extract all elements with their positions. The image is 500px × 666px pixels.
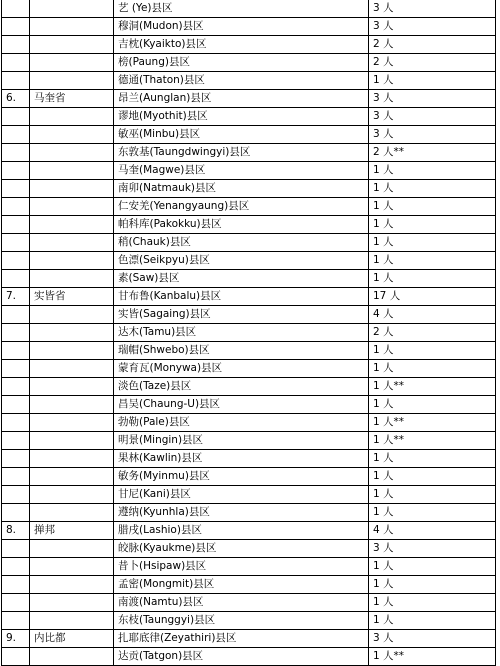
count-cell: 2 人 bbox=[369, 324, 496, 342]
district-cell: 瑞帽(Shwebo)县区 bbox=[114, 342, 369, 360]
count-cell: 3 人 bbox=[369, 90, 496, 108]
table-row bbox=[2, 630, 496, 648]
state-cell bbox=[30, 450, 114, 468]
count-cell: 1 人 bbox=[369, 396, 496, 414]
table-row bbox=[2, 72, 496, 90]
table-row bbox=[2, 144, 496, 162]
count-cell: 4 人 bbox=[369, 306, 496, 324]
state-cell bbox=[30, 612, 114, 630]
table-row bbox=[2, 126, 496, 144]
district-cell: 素(Saw)县区 bbox=[114, 270, 369, 288]
table-row bbox=[2, 270, 496, 288]
count-cell: 1 人 bbox=[369, 234, 496, 252]
count-cell: 1 人 bbox=[369, 504, 496, 522]
row-number-cell bbox=[2, 234, 30, 252]
row-number-cell bbox=[2, 360, 30, 378]
count-cell: 1 人 bbox=[369, 612, 496, 630]
row-number-cell: 9. bbox=[2, 630, 30, 648]
table-row bbox=[2, 162, 496, 180]
district-cell: 谬地(Myothit)县区 bbox=[114, 108, 369, 126]
table-row bbox=[2, 414, 496, 432]
district-cell: 甘布鲁(Kanbalu)县区 bbox=[114, 288, 369, 306]
state-cell bbox=[30, 108, 114, 126]
count-cell: 1 人 bbox=[369, 558, 496, 576]
district-cell: 达贡(Tatgon)县区 bbox=[114, 648, 369, 666]
state-cell: 马奎省 bbox=[30, 90, 114, 108]
district-cell: 帕科库(Pakokku)县区 bbox=[114, 216, 369, 234]
district-cell: 吉枕(Kyaikto)县区 bbox=[114, 36, 369, 54]
state-cell: 内比都 bbox=[30, 630, 114, 648]
state-cell bbox=[30, 396, 114, 414]
table-row bbox=[2, 450, 496, 468]
table-row bbox=[2, 522, 496, 540]
row-number-cell bbox=[2, 432, 30, 450]
row-number-cell bbox=[2, 144, 30, 162]
district-cell: 敏巫(Minbu)县区 bbox=[114, 126, 369, 144]
count-cell: 1 人 bbox=[369, 450, 496, 468]
row-number-cell bbox=[2, 648, 30, 666]
state-cell bbox=[30, 198, 114, 216]
district-cell: 榜(Paung)县区 bbox=[114, 54, 369, 72]
count-cell: 1 人 bbox=[369, 360, 496, 378]
row-number-cell bbox=[2, 306, 30, 324]
count-cell: 1 人 bbox=[369, 594, 496, 612]
row-number-cell bbox=[2, 612, 30, 630]
state-cell bbox=[30, 432, 114, 450]
state-cell bbox=[30, 414, 114, 432]
table-row bbox=[2, 540, 496, 558]
district-cell: 东枝(Taunggyi)县区 bbox=[114, 612, 369, 630]
table-row bbox=[2, 432, 496, 450]
state-cell bbox=[30, 378, 114, 396]
district-cell: 达木(Tamu)县区 bbox=[114, 324, 369, 342]
table-row bbox=[2, 90, 496, 108]
state-cell bbox=[30, 0, 114, 18]
row-number-cell bbox=[2, 162, 30, 180]
row-number-cell: 7. bbox=[2, 288, 30, 306]
state-cell bbox=[30, 234, 114, 252]
count-cell: 1 人 bbox=[369, 180, 496, 198]
state-cell bbox=[30, 576, 114, 594]
row-number-cell bbox=[2, 468, 30, 486]
table-row bbox=[2, 378, 496, 396]
table-row bbox=[2, 18, 496, 36]
district-cell: 果林(Kawlin)县区 bbox=[114, 450, 369, 468]
count-cell: 1 人** bbox=[369, 378, 496, 396]
row-number-cell bbox=[2, 180, 30, 198]
row-number-cell bbox=[2, 54, 30, 72]
table-row bbox=[2, 216, 496, 234]
table-row bbox=[2, 558, 496, 576]
row-number-cell bbox=[2, 108, 30, 126]
table-row bbox=[2, 396, 496, 414]
state-cell bbox=[30, 162, 114, 180]
count-cell: 1 人 bbox=[369, 162, 496, 180]
state-cell bbox=[30, 54, 114, 72]
district-cell: 实皆(Sagaing)县区 bbox=[114, 306, 369, 324]
table-row bbox=[2, 576, 496, 594]
count-cell: 1 人 bbox=[369, 270, 496, 288]
district-cell: 腊戌(Lashio)县区 bbox=[114, 522, 369, 540]
count-cell: 3 人 bbox=[369, 108, 496, 126]
district-cell: 敏务(Myinmu)县区 bbox=[114, 468, 369, 486]
table-row bbox=[2, 36, 496, 54]
table-row bbox=[2, 468, 496, 486]
district-cell: 明景(Mingin)县区 bbox=[114, 432, 369, 450]
count-cell: 4 人 bbox=[369, 522, 496, 540]
row-number-cell bbox=[2, 18, 30, 36]
table-row bbox=[2, 360, 496, 378]
count-cell: 3 人 bbox=[369, 540, 496, 558]
count-cell: 1 人 bbox=[369, 468, 496, 486]
state-cell: 实皆省 bbox=[30, 288, 114, 306]
row-number-cell: 8. bbox=[2, 522, 30, 540]
count-cell: 1 人** bbox=[369, 414, 496, 432]
district-cell: 皎脉(Kyaukme)县区 bbox=[114, 540, 369, 558]
count-cell: 1 人 bbox=[369, 486, 496, 504]
row-number-cell bbox=[2, 324, 30, 342]
state-cell bbox=[30, 180, 114, 198]
state-cell: 掸邦 bbox=[30, 522, 114, 540]
district-cell: 色漂(Seikpyu)县区 bbox=[114, 252, 369, 270]
state-cell bbox=[30, 324, 114, 342]
row-number-cell: 6. bbox=[2, 90, 30, 108]
row-number-cell bbox=[2, 216, 30, 234]
table-row bbox=[2, 252, 496, 270]
row-number-cell bbox=[2, 0, 30, 18]
table-row bbox=[2, 486, 496, 504]
state-cell bbox=[30, 144, 114, 162]
row-number-cell bbox=[2, 414, 30, 432]
row-number-cell bbox=[2, 342, 30, 360]
table-row bbox=[2, 612, 496, 630]
district-cell: 孟密(Mongmit)县区 bbox=[114, 576, 369, 594]
state-cell bbox=[30, 594, 114, 612]
row-number-cell bbox=[2, 450, 30, 468]
district-cell: 穆洞(Mudon)县区 bbox=[114, 18, 369, 36]
count-cell: 3 人 bbox=[369, 126, 496, 144]
count-cell: 1 人 bbox=[369, 342, 496, 360]
table-row bbox=[2, 0, 496, 18]
table-row bbox=[2, 342, 496, 360]
table-row bbox=[2, 108, 496, 126]
district-cell: 稍(Chauk)县区 bbox=[114, 234, 369, 252]
district-cell: 昔卜(Hsipaw)县区 bbox=[114, 558, 369, 576]
state-cell bbox=[30, 18, 114, 36]
row-number-cell bbox=[2, 378, 30, 396]
count-cell: 3 人 bbox=[369, 0, 496, 18]
count-cell: 1 人 bbox=[369, 252, 496, 270]
table-row bbox=[2, 234, 496, 252]
district-cell: 蒙育瓦(Monywa)县区 bbox=[114, 360, 369, 378]
count-cell: 2 人 bbox=[369, 36, 496, 54]
table-row bbox=[2, 594, 496, 612]
count-cell: 3 人 bbox=[369, 18, 496, 36]
state-cell bbox=[30, 540, 114, 558]
state-cell bbox=[30, 558, 114, 576]
district-cell: 东敦基(Taungdwingyi)县区 bbox=[114, 144, 369, 162]
count-cell: 1 人 bbox=[369, 72, 496, 90]
district-cell: 勃勒(Pale)县区 bbox=[114, 414, 369, 432]
table-row bbox=[2, 324, 496, 342]
district-cell: 马奎(Magwe)县区 bbox=[114, 162, 369, 180]
state-cell bbox=[30, 306, 114, 324]
row-number-cell bbox=[2, 576, 30, 594]
count-cell: 1 人** bbox=[369, 648, 496, 666]
district-cell: 德通(Thaton)县区 bbox=[114, 72, 369, 90]
table-row bbox=[2, 180, 496, 198]
count-cell: 1 人 bbox=[369, 216, 496, 234]
district-cell: 艺 (Ye)县区 bbox=[114, 0, 369, 18]
state-cell bbox=[30, 486, 114, 504]
row-number-cell bbox=[2, 558, 30, 576]
count-cell: 17 人 bbox=[369, 288, 496, 306]
count-cell: 1 人 bbox=[369, 198, 496, 216]
district-cell: 南卯(Natmauk)县区 bbox=[114, 180, 369, 198]
district-cell: 昂兰(Aunglan)县区 bbox=[114, 90, 369, 108]
table-row bbox=[2, 288, 496, 306]
state-cell bbox=[30, 36, 114, 54]
state-cell bbox=[30, 126, 114, 144]
row-number-cell bbox=[2, 72, 30, 90]
row-number-cell bbox=[2, 396, 30, 414]
table-row bbox=[2, 648, 496, 666]
row-number-cell bbox=[2, 126, 30, 144]
row-number-cell bbox=[2, 36, 30, 54]
row-number-cell bbox=[2, 270, 30, 288]
state-cell bbox=[30, 342, 114, 360]
row-number-cell bbox=[2, 486, 30, 504]
state-cell bbox=[30, 72, 114, 90]
table-row bbox=[2, 54, 496, 72]
row-number-cell bbox=[2, 252, 30, 270]
district-cell: 扎耶底律(Zeyathiri)县区 bbox=[114, 630, 369, 648]
count-cell: 3 人 bbox=[369, 630, 496, 648]
district-cell: 南渡(Namtu)县区 bbox=[114, 594, 369, 612]
district-cell: 遵纳(Kyunhla)县区 bbox=[114, 504, 369, 522]
table-row bbox=[2, 198, 496, 216]
row-number-cell bbox=[2, 504, 30, 522]
count-cell: 1 人 bbox=[369, 576, 496, 594]
row-number-cell bbox=[2, 198, 30, 216]
row-number-cell bbox=[2, 540, 30, 558]
state-cell bbox=[30, 216, 114, 234]
table-body bbox=[2, 0, 496, 666]
table-row bbox=[2, 306, 496, 324]
district-cell: 甘尼(Kani)县区 bbox=[114, 486, 369, 504]
state-cell bbox=[30, 252, 114, 270]
row-number-cell bbox=[2, 594, 30, 612]
state-cell bbox=[30, 504, 114, 522]
district-cell: 昌吴(Chaung-U)县区 bbox=[114, 396, 369, 414]
count-cell: 1 人** bbox=[369, 432, 496, 450]
count-cell: 2 人** bbox=[369, 144, 496, 162]
district-cell: 仁安羌(Yenangyaung)县区 bbox=[114, 198, 369, 216]
table-row bbox=[2, 504, 496, 522]
count-cell: 2 人 bbox=[369, 54, 496, 72]
district-cell: 淡色(Taze)县区 bbox=[114, 378, 369, 396]
state-cell bbox=[30, 468, 114, 486]
state-cell bbox=[30, 648, 114, 666]
state-cell bbox=[30, 360, 114, 378]
state-cell bbox=[30, 270, 114, 288]
district-count-table bbox=[1, 0, 496, 666]
